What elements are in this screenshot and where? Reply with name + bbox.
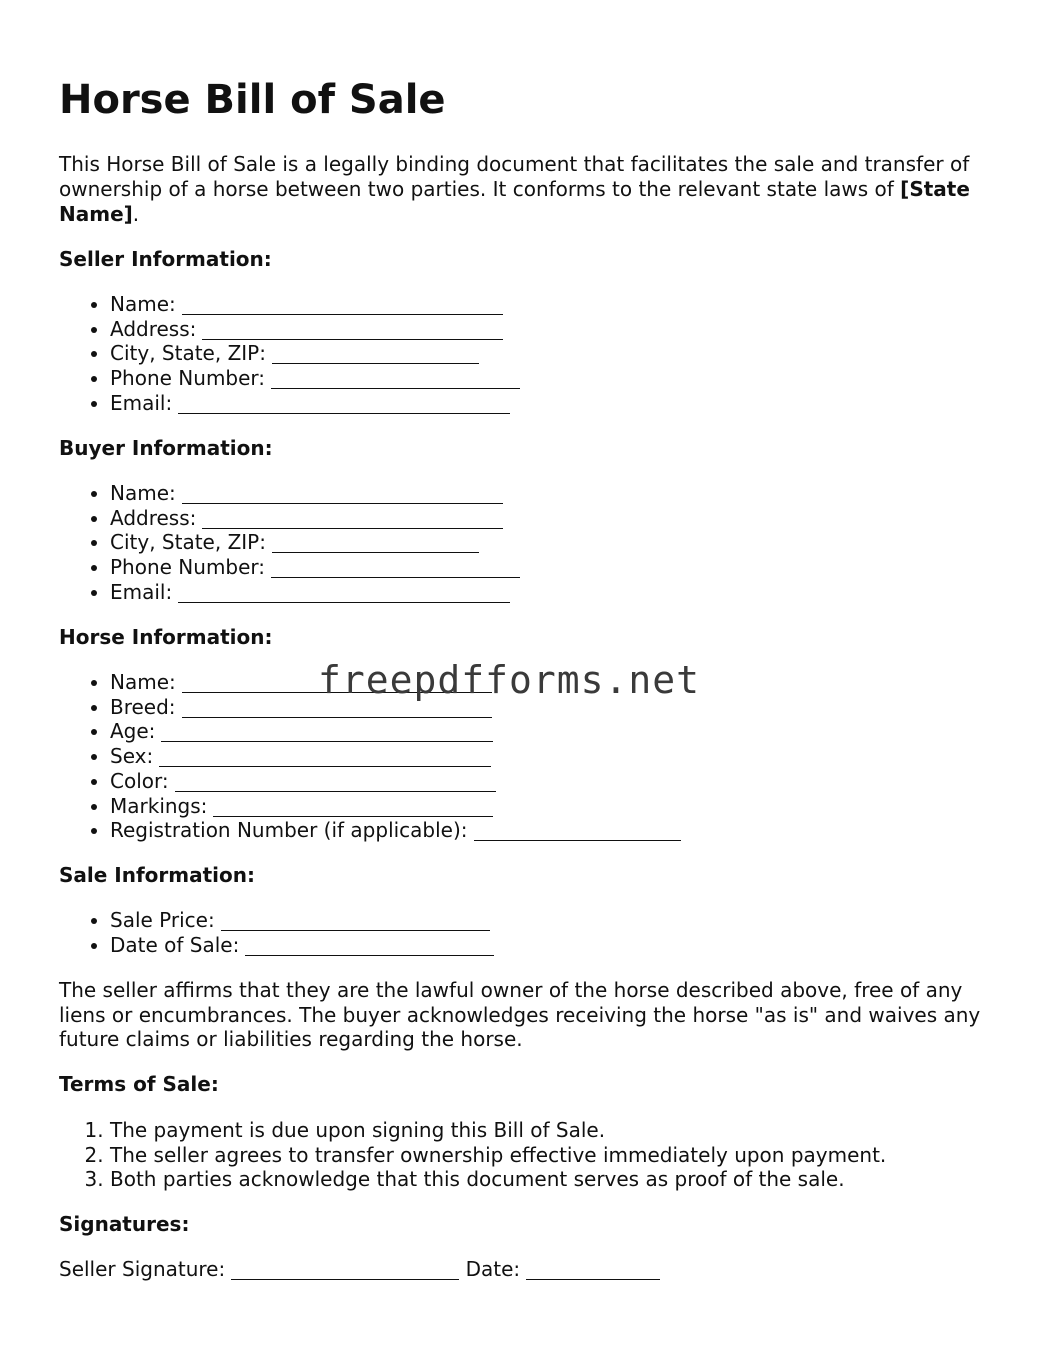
state-name-placeholder: [State Name] — [59, 177, 970, 226]
seller-email-blank[interactable] — [178, 395, 510, 414]
buyer-email-blank[interactable] — [178, 584, 510, 603]
intro-text-end: . — [132, 202, 140, 226]
sale-price-item — [110, 908, 494, 933]
seller-field-list — [59, 292, 520, 416]
horse-color-item — [110, 769, 681, 794]
field-label: Breed: — [110, 694, 176, 719]
horse-sex-item — [110, 744, 681, 769]
field-label: Registration Number (if applicable): — [110, 818, 468, 843]
horse-markings-item — [110, 794, 681, 819]
buyer-name-item — [110, 481, 520, 506]
watermark-text: freepdfforms.net — [318, 658, 701, 702]
buyer-city-item — [110, 530, 520, 555]
buyer-phone-item — [110, 555, 520, 580]
horse-heading: Horse Information: — [59, 625, 273, 649]
horse-registration-blank[interactable] — [474, 822, 681, 841]
sale-date-blank[interactable] — [245, 937, 494, 956]
sale-price-blank[interactable] — [221, 912, 490, 931]
field-label: Phone Number: — [110, 366, 266, 391]
buyer-phone-blank[interactable] — [271, 559, 520, 578]
horse-age-item — [110, 719, 681, 744]
signature-date-blank[interactable] — [526, 1261, 660, 1280]
buyer-city-blank[interactable] — [272, 534, 479, 553]
seller-phone-item — [110, 366, 520, 391]
field-label: Address: — [110, 505, 197, 530]
field-label: Sale Price: — [110, 908, 215, 932]
term-item: 3. Both parties acknowledge that this document serves as proof of the sale. — [110, 1167, 886, 1192]
field-label: Address: — [110, 316, 197, 341]
seller-address-blank[interactable] — [202, 321, 503, 340]
intro-paragraph — [59, 152, 1009, 227]
seller-heading: Seller Information: — [59, 247, 272, 271]
seller-signature-line — [59, 1257, 660, 1282]
horse-age-blank[interactable] — [161, 723, 493, 742]
terms-list — [59, 1118, 886, 1192]
terms-heading: Terms of Sale: — [59, 1072, 219, 1096]
sale-date-item — [110, 933, 494, 958]
buyer-name-blank[interactable] — [182, 485, 503, 504]
horse-registration-item — [110, 818, 681, 843]
field-label: Sex: — [110, 744, 154, 769]
seller-phone-blank[interactable] — [271, 370, 520, 389]
field-label: Markings: — [110, 793, 208, 818]
seller-city-item — [110, 341, 520, 366]
sale-heading: Sale Information: — [59, 863, 255, 887]
term-item: 2. The seller agrees to transfer ownership effective immediately upon payment. — [110, 1143, 886, 1168]
buyer-address-blank[interactable] — [202, 510, 503, 529]
field-label: Name: — [110, 292, 176, 316]
buyer-field-list — [59, 481, 520, 605]
field-label: Email: — [110, 579, 173, 604]
buyer-address-item — [110, 506, 520, 531]
signatures-heading: Signatures: — [59, 1212, 190, 1236]
term-item: 1. The payment is due upon signing this Bill of Sale. — [110, 1118, 886, 1143]
field-label: Age: — [110, 719, 156, 744]
field-label: City, State, ZIP: — [110, 341, 266, 366]
seller-city-blank[interactable] — [272, 345, 479, 364]
horse-sex-blank[interactable] — [159, 748, 491, 767]
field-label: Email: — [110, 390, 173, 415]
seller-address-item — [110, 317, 520, 342]
field-label: Date of Sale: — [110, 932, 240, 957]
field-label: City, State, ZIP: — [110, 530, 266, 555]
seller-name-item — [110, 292, 520, 317]
affirmation-paragraph: The seller affirms that they are the lawful owner of the horse described above, free of any liens or encumbrances. The buyer acknowledges receiving the horse "as is" and waives any future claims or liabilities regarding the horse. — [59, 978, 981, 1052]
buyer-heading: Buyer Information: — [59, 436, 273, 460]
intro-text: This Horse Bill of Sale is a legally binding document that facilitates the sale and transfer of ownership of a horse between two parties. It conforms to the relevant state laws of — [59, 152, 970, 201]
seller-signature-blank[interactable] — [231, 1261, 459, 1280]
signature-date-label: Date: — [465, 1257, 521, 1281]
horse-markings-blank[interactable] — [213, 798, 493, 817]
buyer-email-item — [110, 580, 520, 605]
field-label: Name: — [110, 670, 176, 694]
page-title: Horse Bill of Sale — [59, 77, 446, 123]
sale-field-list — [59, 908, 494, 957]
field-label: Name: — [110, 481, 176, 505]
field-label: Color: — [110, 768, 169, 793]
horse-color-blank[interactable] — [175, 773, 496, 792]
seller-email-item — [110, 391, 520, 416]
seller-signature-label: Seller Signature: — [59, 1257, 226, 1281]
seller-name-blank[interactable] — [182, 296, 503, 315]
field-label: Phone Number: — [110, 555, 266, 580]
